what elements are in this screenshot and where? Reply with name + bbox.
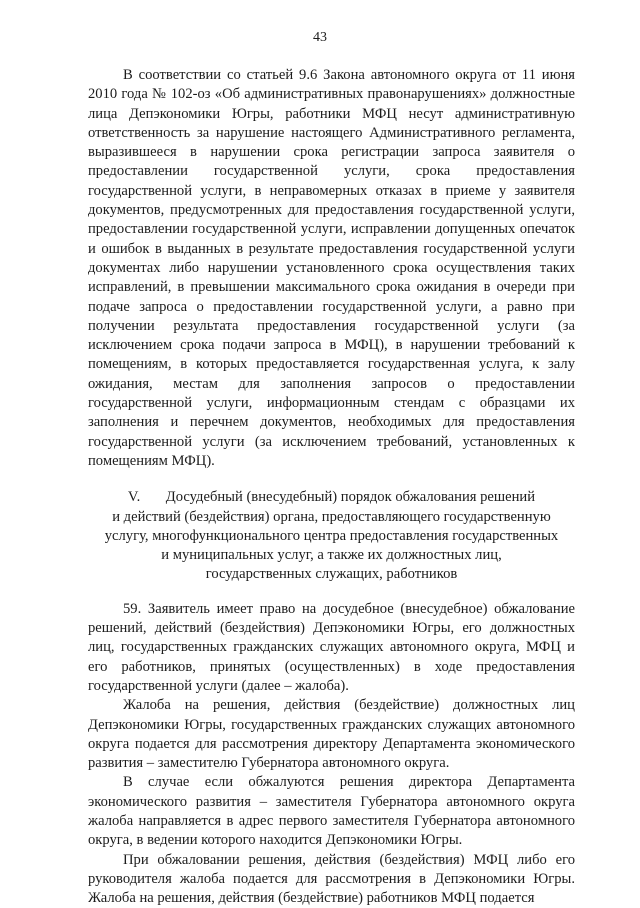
- paragraph-complaint-director: Жалоба на решения, действия (бездействие) должностных лиц Депэкономики Югры, государственных гражданских служащих автономного округа подается для рассмотрения директору Департамента экономического развития – заместителю Губернатора автономного округа.: [88, 697, 575, 772]
- section-heading-line: государственных служащих, работников: [205, 566, 458, 583]
- document-body: [88, 66, 575, 908]
- paragraph-director-appeal: В случае если обжалуются решения директора Департамента экономического развития – заместителя Губернатора автономного округа жалоба направляется в адрес первого заместителя Губернатора автономного округа, в ведении которого находится Депэкономики Югры.: [88, 774, 575, 849]
- page-number: 43: [313, 30, 327, 45]
- section-heading-line: и действий (бездействия) органа, предоставляющего государственную: [112, 508, 551, 525]
- paragraph-mfc-head: При обжаловании решения, действия (бездействия) МФЦ либо его руководителя жалоба подается для рассмотрения в Депэкономики Югры. Жалоба на решения, действия (бездействие) работников МФЦ подается: [88, 851, 575, 907]
- paragraph-liability: В соответствии со статьей 9.6 Закона автономного округа от 11 июня 2010 года № 102-оз «Об административных правонарушениях» должностные лица Депэкономики Югры, работники МФЦ несут административную ответственность за нарушение настоящего Административного регламента, выразившееся в нарушении срока регистрации запроса заявителя о предоставлении государственной услуги, срока предоставления государственной услуги, в неправомерных отказах в приеме у заявителя документов, предусмотренных для предоставления государственной услуги, предоставлении государственной услуги, исправлении допущенных опечаток и ошибок в выданных в результате предоставления государственной услуги документах либо нарушении установленного срока осуществления таких исправлений, в превышении максимального срока ожидания в очереди при подаче запроса о предоставлении государственной услуги, а равно при получении результата предоставления государственной услуги (за исключением срока подачи запроса в МФЦ), в нарушении требований к помещениям, в которых предоставляется государственная услуга, к залу ожидания, местам для заполнения запросов о предоставлении государственной услуги, информационным стендам с образцами их заполнения и перечнем документов, необходимых для предоставления государственной услуги (за исключением требований, установленных к помещениям МФЦ).: [88, 67, 575, 469]
- paragraph-59: 59. Заявитель имеет право на досудебное (внесудебное) обжалование решений, действий (бездействия) Депэкономики Югры, его должностных лиц, государственных гражданских служащих автономного округа, МФЦ и его работников, принятых (осуществленных) в ходе предоставления государственной услуги (далее – жалоба).: [88, 600, 575, 694]
- section-heading-line: и муниципальных услуг, а также их должностных лиц,: [161, 547, 502, 564]
- section-heading: [88, 488, 575, 584]
- section-heading-line: услугу, многофункционального центра предоставления государственных: [104, 527, 559, 544]
- section-heading-line: V. Досудебный (внесудебный) порядок обжалования решений: [127, 489, 536, 506]
